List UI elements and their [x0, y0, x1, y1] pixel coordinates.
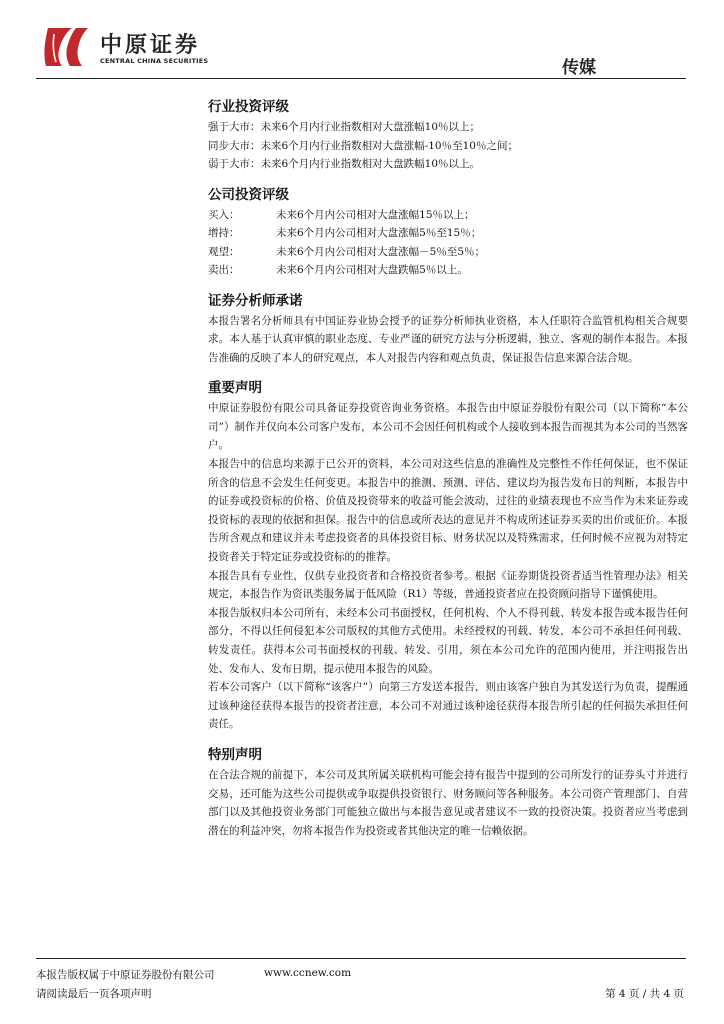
- special-statement-section: [208, 745, 688, 840]
- rating-text: 未来6个月内公司相对大盘涨幅5％至15％；: [276, 227, 482, 239]
- paragraph: 本报告具有专业性，仅供专业投资者和合格投资者参考。根据《证券期货投资者适当性管理办法》相关规定，本报告作为资讯类服务属于低风险（R1）等级，普通投资者应在投资顾问指导下谨慎使用。: [208, 569, 688, 601]
- company-rating-row: [208, 224, 688, 243]
- logo-mark-icon: [42, 24, 94, 68]
- industry-rating-row: 弱于大市：未来6个月内行业指数相对大盘跌幅10％以上。: [208, 158, 481, 170]
- logo-english-name: CENTRAL CHINA SECURITIES: [100, 57, 209, 65]
- section-title: 重要声明: [208, 380, 262, 397]
- industry-label: 传媒: [562, 58, 596, 78]
- paragraph: 本报告版权归本公司所有，未经本公司书面授权，任何机构、个人不得刊载、转发本报告或本报告任何部分，不得以任何侵犯本公司版权的其他方式使用。未经授权的刊载、转发，本公司不承担任何刊载、转发责任。获得本公司书面授权的刊载、转发、引用，须在本公司允许的范围内使用，并注明报告出处、发布人、发布日期，提示使用本报告的风险。: [208, 606, 688, 675]
- paragraph: 本报告中的信息均来源于已公开的资料，本公司对这些信息的准确性及完整性不作任何保证，也不保证所含的信息不会发生任何变更。本报告中的推测、预测、评估、建议均为报告发布日的判断，本报告中的证券或投资标的价格、价值及投资带来的收益可能会波动，过往的业绩表现也不应当作为未来证券或投资标的表现的依据和担保。报告中的信息或所表达的意见并不构成所述证券买卖的出价或征价。本报告所含观点和建议并未考虑投资者的具体投资目标、财务状况以及特殊需求，任何时候不应视为对特定投资者关于特定证券或投资标的的推荐。: [208, 458, 688, 564]
- disclaimer-content: [208, 97, 688, 851]
- analyst-commitment-section: [208, 291, 688, 368]
- rating-text: 未来6个月内公司相对大盘涨幅15％以上；: [276, 208, 475, 221]
- paragraph: 若本公司客户（以下简称“该客户”）向第三方发送本报告，则由该客户独自为其发送行为负责，提醒通过该种途径获得本报告的投资者注意，本公司不对通过该种途径获得本报告所引起的任何损失承担任何责任。: [208, 681, 688, 731]
- section-title: 证券分析师承诺: [208, 292, 303, 309]
- footer-note: 请阅读最后一页各项声明: [36, 988, 152, 1000]
- rating-label: 观望：: [208, 245, 240, 258]
- rating-label: 买入：: [208, 208, 240, 221]
- company-rating-row: [208, 261, 688, 280]
- company-logo: [42, 24, 220, 68]
- important-statement-section: [208, 378, 688, 734]
- page-number: 第 4 页 / 共 4 页: [605, 988, 684, 1000]
- page-footer: [0, 958, 724, 1024]
- logo-chinese-name: 中原证券: [100, 33, 201, 58]
- rating-text: 未来6个月内公司相对大盘涨幅－5％至5％；: [276, 245, 486, 258]
- page-header: [0, 0, 724, 86]
- section-title: 特别声明: [208, 746, 262, 763]
- rating-label: 增持：: [208, 227, 240, 239]
- paragraph: 中原证券股份有限公司具备证券投资咨询业务资格。本报告由中原证券股份有限公司（以下简称“本公司”）制作并仅向本公司客户发布，本公司不会因任何机构或个人接收到本报告而视其为本公司的当然客户。: [208, 402, 688, 452]
- company-rating-row: [208, 243, 688, 262]
- company-rating-row: [208, 206, 688, 225]
- section-title: 公司投资评级: [208, 186, 289, 203]
- paragraph: 本报告署名分析师具有中国证券业协会授予的证券分析师执业资格，本人任职符合监管机构相关合规要求。本人基于认真审慎的职业态度、专业严谨的研究方法与分析逻辑，独立、客观的制作本报告。本报告准确的反映了本人的研究观点，本人对报告内容和观点负责，保证报告信息来源合法合规。: [208, 314, 688, 364]
- industry-rating-section: [208, 97, 688, 174]
- header-divider: [36, 78, 686, 79]
- footer-copyright: 本报告版权属于中原证券股份有限公司: [36, 969, 215, 981]
- footer-divider: [36, 958, 686, 959]
- company-rating-section: [208, 185, 688, 280]
- section-title: 行业投资评级: [208, 99, 289, 115]
- paragraph: 在合法合规的前提下，本公司及其所属关联机构可能会持有报告中提到的公司所发行的证券头寸并进行交易，还可能为这些公司提供或争取提供投资银行、财务顾问等各种服务。本公司资产管理部门、自营部门以及其他投资业务部门可能独立做出与本报告意见或者建议不一致的投资决策。投资者应当考虑到潜在的利益冲突，勿将本报告作为投资或者其他决定的唯一信赖依据。: [208, 768, 688, 837]
- rating-label: 卖出：: [208, 264, 240, 276]
- industry-rating-row: 同步大市：未来6个月内行业指数相对大盘涨幅-10％至10％之间；: [208, 139, 518, 152]
- industry-rating-row: 强于大市：未来6个月内行业指数相对大盘涨幅10％以上；: [208, 121, 481, 133]
- rating-text: 未来6个月内公司相对大盘跌幅5％以上。: [276, 264, 468, 276]
- footer-website-link[interactable]: www.ccnew.com: [264, 967, 352, 979]
